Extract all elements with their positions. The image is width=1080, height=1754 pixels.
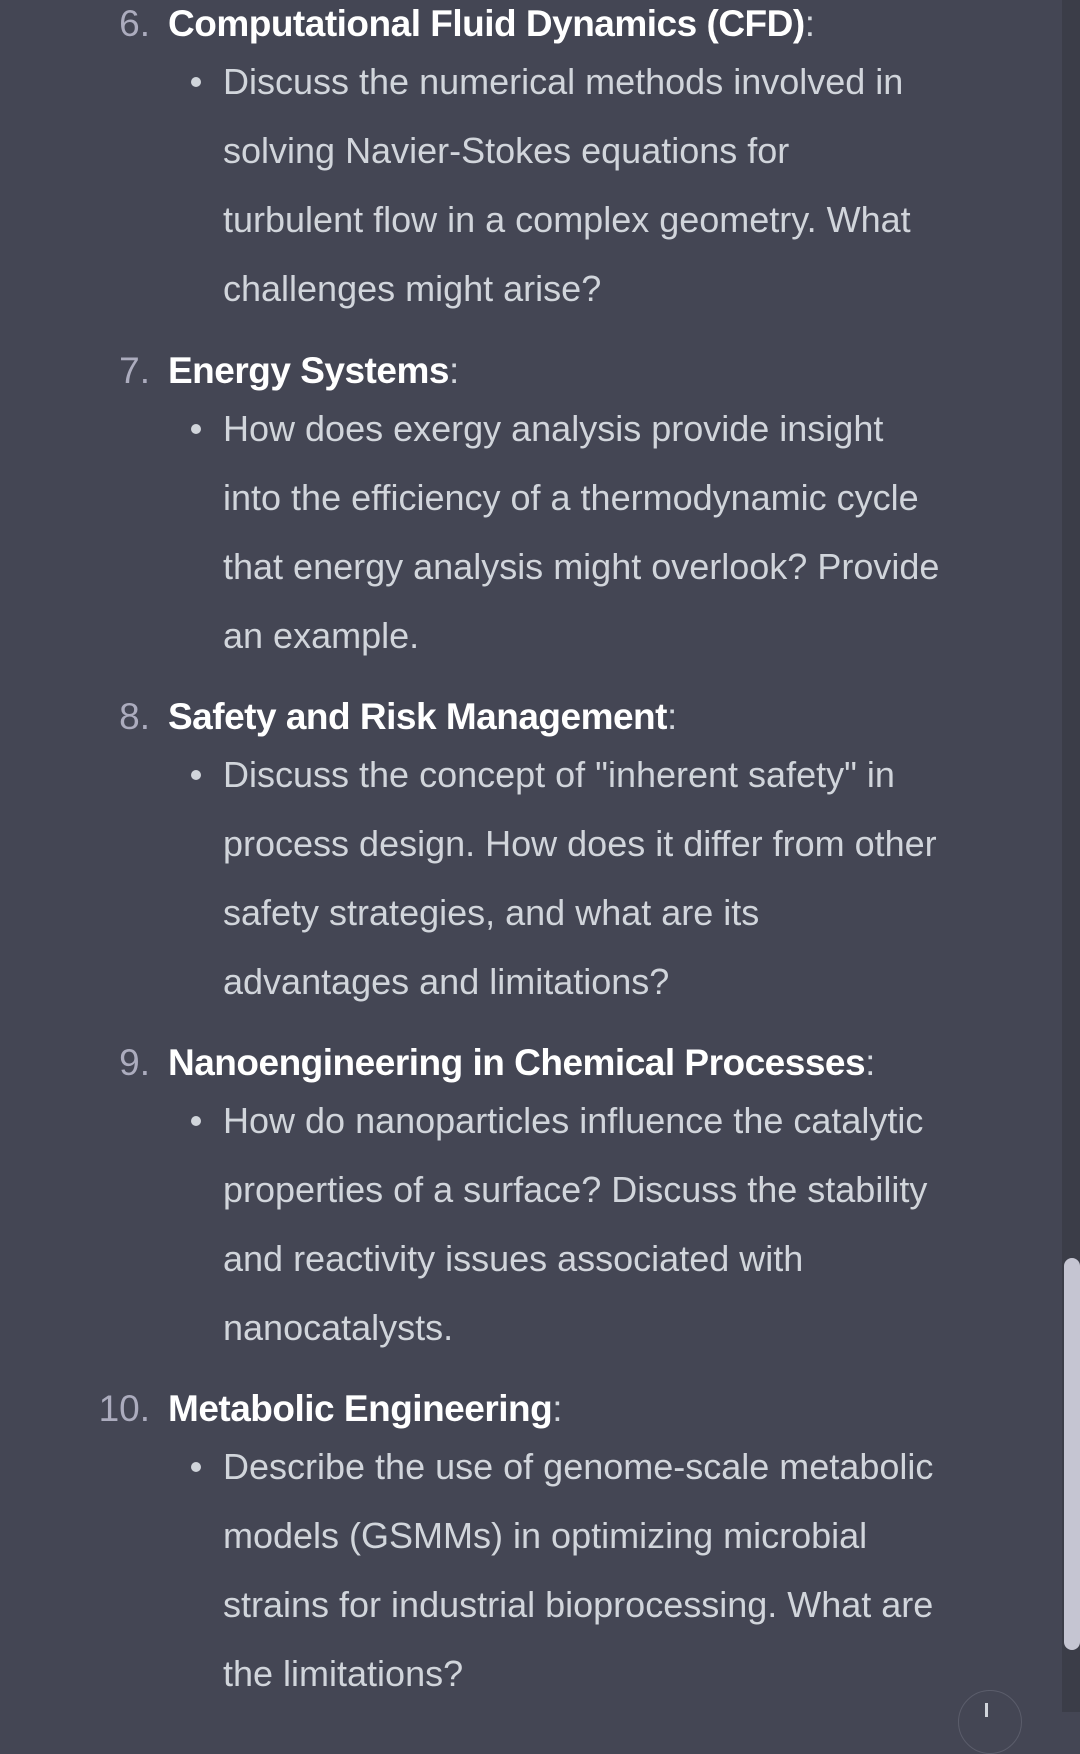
body-line: challenges might arise? bbox=[223, 268, 602, 309]
body-line: turbulent flow in a complex geometry. What bbox=[223, 199, 911, 240]
title-colon: : bbox=[552, 1388, 563, 1429]
title-strong: Metabolic Engineering bbox=[168, 1388, 553, 1429]
body-line: process design. How does it differ from other bbox=[223, 823, 937, 864]
body-line: an example. bbox=[223, 615, 420, 656]
bullet-icon bbox=[191, 424, 201, 434]
list-number: 8. bbox=[119, 696, 150, 737]
title-strong: Computational Fluid Dynamics (CFD) bbox=[168, 3, 805, 44]
list-item-body bbox=[223, 1432, 1023, 1708]
body-line: strains for industrial bioprocessing. What are bbox=[223, 1584, 934, 1625]
body-line: How do nanoparticles influence the catalytic bbox=[223, 1100, 924, 1141]
title-strong: Energy Systems bbox=[168, 350, 449, 391]
title-strong: Safety and Risk Management bbox=[168, 696, 667, 737]
body-line: Discuss the numerical methods involved in bbox=[223, 61, 904, 102]
list-number: 9. bbox=[119, 1042, 150, 1083]
title-colon: : bbox=[666, 696, 678, 737]
scroll-to-bottom-button[interactable] bbox=[958, 1690, 1022, 1754]
list-number: 10. bbox=[98, 1388, 150, 1429]
title-colon: : bbox=[865, 1042, 876, 1083]
bullet-icon bbox=[191, 1462, 201, 1472]
list-item-body bbox=[223, 1086, 1023, 1362]
list-number: 7. bbox=[119, 350, 150, 391]
body-line: into the efficiency of a thermodynamic cycle bbox=[223, 477, 919, 518]
body-line: nanocatalysts. bbox=[223, 1307, 454, 1348]
arrow-down-icon bbox=[985, 1703, 988, 1717]
body-line: Discuss the concept of "inherent safety" in bbox=[223, 754, 895, 795]
body-line: properties of a surface? Discuss the stability bbox=[223, 1169, 928, 1210]
list-item-body bbox=[223, 740, 1023, 1016]
list-number: 6. bbox=[119, 3, 150, 44]
scrollbar-track[interactable] bbox=[1062, 0, 1080, 1712]
title-strong: Nanoengineering in Chemical Processes bbox=[168, 1042, 866, 1083]
body-line: models (GSMMs) in optimizing microbial bbox=[223, 1515, 868, 1556]
bullet-icon bbox=[191, 770, 201, 780]
title-colon: : bbox=[448, 350, 460, 391]
body-line: safety strategies, and what are its bbox=[223, 892, 760, 933]
scrollbar-thumb[interactable] bbox=[1064, 1258, 1080, 1650]
body-line: the limitations? bbox=[223, 1653, 464, 1694]
bullet-icon bbox=[191, 77, 201, 87]
body-line: that energy analysis might overlook? Provide bbox=[223, 546, 940, 587]
title-colon: : bbox=[804, 3, 815, 44]
body-line: solving Navier-Stokes equations for bbox=[223, 130, 790, 171]
body-line: Describe the use of genome-scale metabolic bbox=[223, 1446, 934, 1487]
body-line: advantages and limitations? bbox=[223, 961, 670, 1002]
bullet-icon bbox=[191, 1116, 201, 1126]
list-item-body bbox=[223, 394, 1023, 670]
body-line: and reactivity issues associated with bbox=[223, 1238, 804, 1279]
list-item-body bbox=[223, 47, 1023, 323]
body-line: How does exergy analysis provide insight bbox=[223, 408, 884, 449]
